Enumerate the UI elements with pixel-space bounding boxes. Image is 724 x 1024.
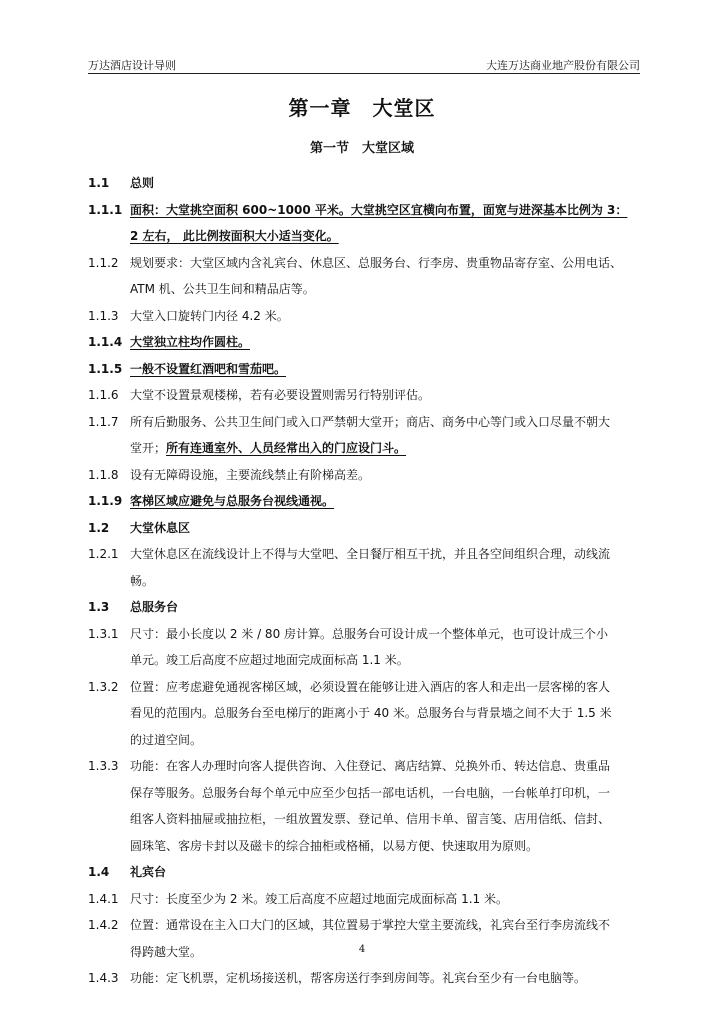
clause-text-continued: 组客人资料抽屉或抽拉柜，一组放置发票、登记单、信用卡单、留言笺、店用信纸、信封、	[130, 812, 611, 826]
page-number: 4	[358, 944, 366, 955]
clause-1-3-3-continued	[88, 780, 643, 807]
clause-text: 规划要求：大堂区域内含礼宾台、休息区、总服务台、行李房、贵重物品寄存室、公用电话、	[130, 255, 623, 270]
clause-number: 1.3	[88, 600, 110, 614]
document-body	[88, 170, 643, 992]
clause-text: 大堂不设置景观楼梯，若有必要设置则需另行特别评估。	[130, 388, 431, 402]
clause-1-1-9	[88, 488, 643, 515]
clause-1-1-3	[88, 303, 643, 330]
clause-text: 大堂独立柱均作圆柱。	[130, 335, 251, 349]
clause-1-1-2-continued	[88, 276, 643, 303]
clause-text: 所有后勤服务、公共卫生间门或入口严禁朝大堂开；商店、商务中心等门或入口尽量不朝大	[130, 414, 611, 429]
clause-1-3-2-continued	[88, 700, 643, 727]
clause-1-1-2	[88, 250, 643, 277]
clause-text-continued: 圆珠笔、客房卡封以及磁卡的综合抽柜或格桶，以易方便、快速取用为原则。	[130, 838, 539, 853]
chapter-title: 第一章 大堂区	[288, 96, 436, 120]
clause-text: 功能：定飞机票，定机场接送机，帮客房送行李到房间等。礼宾台至少有一台电脑等。	[130, 971, 587, 985]
clause-text-continued: 保存等服务。总服务台每个单元中应至少包括一部电话机，一台电脑，一台帐单打印机，一	[130, 785, 611, 800]
clause-1-3-1-continued	[88, 647, 643, 674]
clause-number: 1.1	[88, 176, 110, 190]
clause-1-1-5	[88, 356, 643, 383]
header-right-company: 大连万达商业地产股份有限公司	[486, 59, 640, 72]
clause-number: 1.1.2	[88, 255, 119, 270]
clause-text-continued: 畅。	[130, 573, 155, 588]
clause-text: 位置：应考虑避免通视客梯区域，必须设置在能够让进入酒店的客人和走出一层客梯的客人	[130, 679, 611, 694]
clause-1-4-1	[88, 886, 643, 913]
clause-text: 尺寸：长度至少为 2 米。竣工后高度不应超过地面完成面标高 1.1 米。	[130, 891, 508, 906]
clause-text-continued: 单元。竣工后高度不应超过地面完成面标高 1.1 米。	[130, 653, 409, 667]
clause-1-1-6	[88, 382, 643, 409]
clause-text-emphasis: 所有连通室外、人员经常出入的门应设门斗。	[166, 441, 407, 455]
clause-text: 总则	[130, 176, 155, 190]
clause-text-continued: 的过道空间。	[130, 732, 203, 747]
clause-number: 1.1.4	[88, 335, 123, 349]
clause-number: 1.4.2	[88, 918, 119, 932]
clause-1-2-1-continued	[88, 568, 643, 595]
clause-text: 功能：在客人办理时向客人提供咨询、入住登记、离店结算、兑换外币、转达信息、贵重品	[130, 759, 611, 773]
clause-1-3-1	[88, 621, 643, 648]
clause-number: 1.4.1	[88, 891, 119, 906]
clause-number: 1.1.8	[88, 467, 119, 482]
clause-text-continued: ATM 机、公共卫生间和精品店等。	[130, 282, 315, 296]
clause-number: 1.1.3	[88, 308, 119, 323]
clause-1-1-1	[88, 197, 643, 224]
clause-number: 1.1.7	[88, 414, 119, 429]
clause-number: 1.4.3	[88, 971, 119, 985]
page-header	[88, 55, 640, 73]
clause-number: 1.3.2	[88, 679, 119, 694]
clause-number: 1.1.1	[88, 202, 123, 217]
clause-1-4	[88, 859, 643, 886]
clause-number: 1.3.1	[88, 626, 119, 641]
clause-text: 客梯区域应避免与总服务台视线通视。	[130, 494, 335, 508]
clause-text-continued: 看见的范围内。总服务台至电梯厅的距离小于 40 米。总服务台与背景墙之间不大于 1.5 米	[130, 706, 612, 720]
clause-1-1-1-continued	[88, 223, 643, 250]
clause-text: 位置：通常设在主入口大门的区域，其位置易于掌控大堂主要流线，礼宾台至行李房流线不	[130, 918, 611, 932]
clause-text: 总服务台	[130, 600, 179, 614]
clause-text: 礼宾台	[130, 865, 167, 879]
header-divider	[88, 73, 640, 74]
clause-1-1-8	[88, 462, 643, 489]
clause-number: 1.1.6	[88, 388, 119, 402]
clause-text-continued: 得跨越大堂。	[130, 944, 203, 959]
clause-1-1-7	[88, 409, 643, 436]
clause-number: 1.4	[88, 865, 110, 879]
clause-text: 尺寸：最小长度以 2 米 / 80 房计算。总服务台可设计成一个整体单元，也可设计成三个小	[130, 626, 609, 641]
clause-number: 1.3.3	[88, 759, 119, 773]
clause-number: 1.2	[88, 520, 110, 535]
clause-text: 一般不设置红酒吧和雪茄吧。	[130, 361, 287, 376]
section-title: 第一节 大堂区域	[309, 141, 414, 156]
clause-1-3-3-continued-2	[88, 806, 643, 833]
clause-number: 1.1.9	[88, 494, 123, 508]
clause-number: 1.2.1	[88, 547, 119, 561]
header-left-title: 万达酒店设计导则	[88, 59, 176, 72]
clause-1-1-7-continued	[88, 435, 643, 462]
clause-1-1-4	[88, 329, 643, 356]
clause-1-3-2	[88, 674, 643, 701]
clause-text: 大堂入口旋转门内径 4.2 米。	[130, 308, 289, 323]
clause-1-4-2	[88, 912, 643, 939]
clause-text: 大堂休息区	[130, 520, 191, 535]
clause-number: 1.1.5	[88, 361, 123, 376]
clause-text-continued: 2 左右， 此比例按面积大小适当变化。	[130, 229, 339, 243]
clause-1-2-1	[88, 541, 643, 568]
clause-1-3	[88, 594, 643, 621]
clause-text: 大堂休息区在流线设计上不得与大堂吧、全日餐厅相互干扰，并且各空间组织合理，动线流	[130, 547, 611, 561]
clause-1-3-2-continued-2	[88, 727, 643, 754]
clause-1-3-3	[88, 753, 643, 780]
clause-text-continued: 堂开；	[130, 441, 167, 455]
clause-1-3-3-continued-3	[88, 833, 643, 860]
clause-1-2	[88, 515, 643, 542]
clause-1-1	[88, 170, 643, 197]
clause-text: 面积：大堂挑空面积 600~1000 平米。大堂挑空区宜横向布置，面宽与进深基本比例为 3：	[130, 202, 628, 217]
clause-text: 设有无障碍设施，主要流线禁止有阶梯高差。	[130, 467, 371, 482]
clause-1-4-3	[88, 965, 643, 992]
